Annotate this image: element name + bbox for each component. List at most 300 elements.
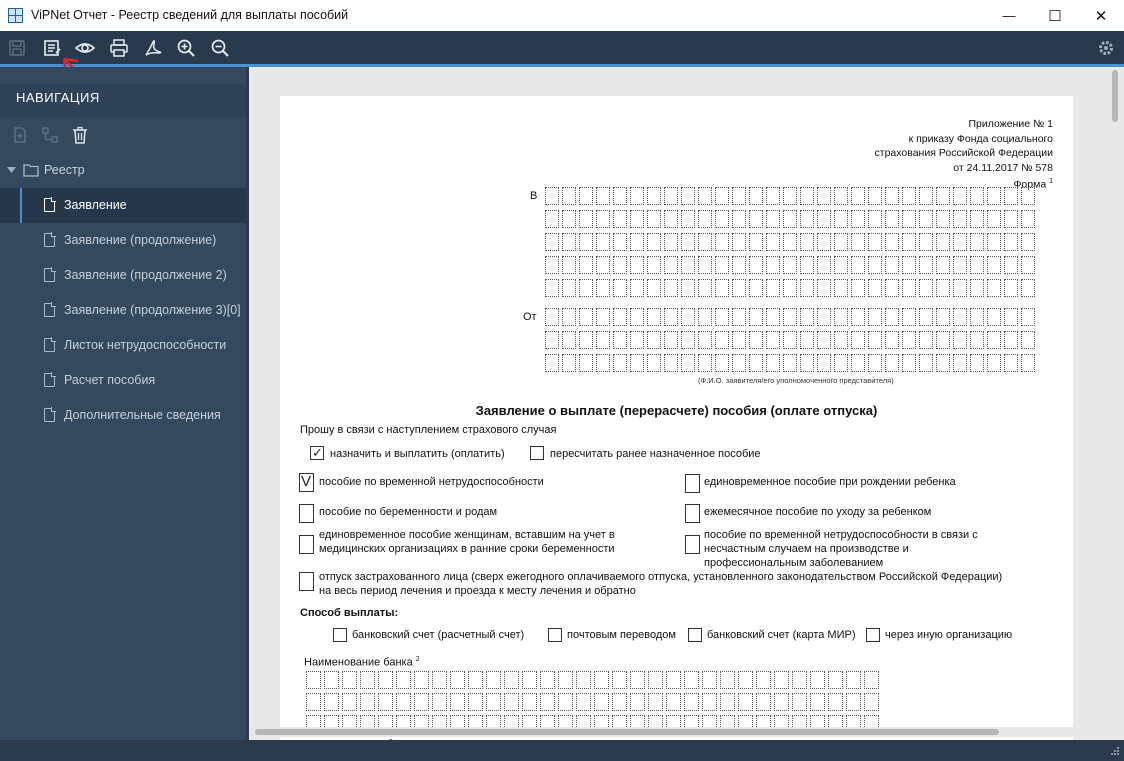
input-cell[interactable] — [732, 279, 746, 297]
input-cell[interactable] — [749, 279, 763, 297]
input-cell[interactable] — [732, 331, 746, 349]
input-cell[interactable] — [702, 671, 717, 689]
input-cell[interactable] — [1021, 279, 1035, 297]
input-cell[interactable] — [1021, 233, 1035, 251]
input-cell[interactable] — [732, 256, 746, 274]
input-cell[interactable] — [698, 308, 712, 326]
input-cell[interactable] — [749, 233, 763, 251]
input-cell[interactable] — [1004, 354, 1018, 372]
input-cell[interactable] — [783, 308, 797, 326]
input-cell[interactable] — [817, 233, 831, 251]
input-cell[interactable] — [902, 187, 916, 205]
input-cell[interactable] — [681, 308, 695, 326]
input-cell[interactable] — [647, 308, 661, 326]
input-cell[interactable] — [562, 187, 576, 205]
input-cell[interactable] — [834, 354, 848, 372]
sidebar-item-benefit-calc[interactable] — [0, 363, 246, 398]
input-cell[interactable] — [774, 671, 789, 689]
input-cell[interactable] — [766, 233, 780, 251]
input-cell[interactable] — [936, 279, 950, 297]
input-cell[interactable] — [953, 256, 967, 274]
input-cell[interactable] — [846, 671, 861, 689]
input-cell[interactable] — [414, 671, 429, 689]
input-cell[interactable] — [868, 210, 882, 228]
birth-lump-sum-checkbox[interactable] — [685, 474, 700, 493]
input-cell[interactable] — [698, 331, 712, 349]
settings-button[interactable] — [1094, 36, 1118, 60]
input-cell[interactable] — [630, 671, 645, 689]
input-cell[interactable] — [800, 331, 814, 349]
input-cell[interactable] — [846, 693, 861, 711]
vacation-checkbox[interactable] — [299, 572, 314, 591]
input-cell[interactable] — [647, 279, 661, 297]
input-cell[interactable] — [698, 233, 712, 251]
input-cell[interactable] — [885, 210, 899, 228]
input-cell[interactable] — [885, 354, 899, 372]
input-cell[interactable] — [306, 693, 321, 711]
input-cell[interactable] — [749, 256, 763, 274]
input-cell[interactable] — [732, 210, 746, 228]
input-cell[interactable] — [715, 210, 729, 228]
pay-postal-checkbox[interactable] — [548, 628, 562, 642]
input-cell[interactable] — [834, 210, 848, 228]
input-cell[interactable] — [522, 693, 537, 711]
input-cell[interactable] — [579, 331, 593, 349]
input-cell[interactable] — [596, 279, 610, 297]
input-cell[interactable] — [902, 354, 916, 372]
input-cell[interactable] — [1004, 256, 1018, 274]
input-cell[interactable] — [800, 233, 814, 251]
childcare-monthly-checkbox[interactable] — [685, 504, 700, 523]
input-cell[interactable] — [630, 233, 644, 251]
input-cell[interactable] — [702, 693, 717, 711]
input-cell[interactable] — [749, 331, 763, 349]
input-cell[interactable] — [902, 233, 916, 251]
input-cell[interactable] — [766, 256, 780, 274]
sidebar-item-additional-info[interactable] — [0, 398, 246, 433]
input-cell[interactable] — [817, 331, 831, 349]
input-cell[interactable] — [919, 331, 933, 349]
input-cell[interactable] — [817, 354, 831, 372]
input-cell[interactable] — [800, 354, 814, 372]
from-field-row-3[interactable] — [545, 354, 1035, 372]
input-cell[interactable] — [1021, 331, 1035, 349]
assign-pay-checkbox[interactable] — [310, 446, 324, 460]
vertical-scroll-thumb[interactable] — [1112, 70, 1118, 122]
input-cell[interactable] — [681, 210, 695, 228]
input-cell[interactable] — [953, 187, 967, 205]
input-cell[interactable] — [378, 671, 393, 689]
input-cell[interactable] — [324, 693, 339, 711]
input-cell[interactable] — [545, 308, 559, 326]
input-cell[interactable] — [630, 693, 645, 711]
input-cell[interactable] — [1004, 187, 1018, 205]
input-cell[interactable] — [647, 256, 661, 274]
input-cell[interactable] — [851, 187, 865, 205]
input-cell[interactable] — [800, 256, 814, 274]
input-cell[interactable] — [766, 187, 780, 205]
temp-disability-checkbox[interactable] — [299, 473, 314, 492]
input-cell[interactable] — [647, 331, 661, 349]
input-cell[interactable] — [545, 279, 559, 297]
input-cell[interactable] — [766, 210, 780, 228]
input-cell[interactable] — [919, 256, 933, 274]
input-cell[interactable] — [792, 693, 807, 711]
input-cell[interactable] — [647, 233, 661, 251]
horizontal-scrollbar[interactable] — [249, 727, 1109, 737]
input-cell[interactable] — [936, 308, 950, 326]
input-cell[interactable] — [698, 210, 712, 228]
input-cell[interactable] — [936, 233, 950, 251]
input-cell[interactable] — [800, 187, 814, 205]
input-cell[interactable] — [756, 693, 771, 711]
input-cell[interactable] — [766, 279, 780, 297]
input-cell[interactable] — [681, 279, 695, 297]
input-cell[interactable] — [684, 671, 699, 689]
input-cell[interactable] — [851, 233, 865, 251]
input-cell[interactable] — [800, 210, 814, 228]
input-cell[interactable] — [953, 210, 967, 228]
input-cell[interactable] — [817, 279, 831, 297]
input-cell[interactable] — [970, 354, 984, 372]
input-cell[interactable] — [613, 308, 627, 326]
input-cell[interactable] — [681, 233, 695, 251]
input-cell[interactable] — [684, 693, 699, 711]
input-cell[interactable] — [885, 331, 899, 349]
export-pdf-button[interactable] — [141, 36, 165, 60]
input-cell[interactable] — [766, 331, 780, 349]
input-cell[interactable] — [919, 354, 933, 372]
sidebar-item-application-cont-3[interactable] — [0, 293, 246, 328]
input-cell[interactable] — [1004, 233, 1018, 251]
input-cell[interactable] — [800, 308, 814, 326]
input-cell[interactable] — [868, 187, 882, 205]
input-cell[interactable] — [1021, 210, 1035, 228]
input-cell[interactable] — [579, 308, 593, 326]
input-cell[interactable] — [360, 671, 375, 689]
input-cell[interactable] — [715, 187, 729, 205]
input-cell[interactable] — [834, 233, 848, 251]
input-cell[interactable] — [545, 256, 559, 274]
input-cell[interactable] — [783, 210, 797, 228]
sidebar-item-application-cont[interactable] — [0, 223, 246, 258]
input-cell[interactable] — [666, 671, 681, 689]
input-cell[interactable] — [715, 354, 729, 372]
input-cell[interactable] — [576, 693, 591, 711]
input-cell[interactable] — [613, 354, 627, 372]
input-cell[interactable] — [562, 354, 576, 372]
input-cell[interactable] — [783, 256, 797, 274]
input-cell[interactable] — [817, 187, 831, 205]
input-cell[interactable] — [817, 210, 831, 228]
input-cell[interactable] — [613, 187, 627, 205]
input-cell[interactable] — [783, 331, 797, 349]
input-cell[interactable] — [698, 256, 712, 274]
input-cell[interactable] — [579, 210, 593, 228]
input-cell[interactable] — [902, 279, 916, 297]
input-cell[interactable] — [749, 354, 763, 372]
horizontal-scroll-thumb[interactable] — [255, 729, 999, 735]
input-cell[interactable] — [698, 187, 712, 205]
input-cell[interactable] — [851, 279, 865, 297]
input-cell[interactable] — [919, 210, 933, 228]
to-field-row-3[interactable] — [545, 233, 1035, 251]
input-cell[interactable] — [783, 354, 797, 372]
input-cell[interactable] — [783, 279, 797, 297]
input-cell[interactable] — [902, 331, 916, 349]
input-cell[interactable] — [558, 671, 573, 689]
input-cell[interactable] — [715, 256, 729, 274]
to-field-row-5[interactable] — [545, 279, 1035, 297]
input-cell[interactable] — [715, 308, 729, 326]
input-cell[interactable] — [936, 187, 950, 205]
input-cell[interactable] — [596, 233, 610, 251]
delete-button[interactable] — [69, 124, 91, 146]
input-cell[interactable] — [681, 256, 695, 274]
sidebar-item-application[interactable] — [0, 188, 246, 223]
input-cell[interactable] — [450, 693, 465, 711]
input-cell[interactable] — [630, 256, 644, 274]
input-cell[interactable] — [468, 671, 483, 689]
pay-bank-account-checkbox[interactable] — [333, 628, 347, 642]
input-cell[interactable] — [732, 187, 746, 205]
input-cell[interactable] — [664, 256, 678, 274]
input-cell[interactable] — [987, 187, 1001, 205]
input-cell[interactable] — [766, 354, 780, 372]
input-cell[interactable] — [783, 233, 797, 251]
to-field-row-2[interactable] — [545, 210, 1035, 228]
input-cell[interactable] — [953, 233, 967, 251]
input-cell[interactable] — [647, 187, 661, 205]
input-cell[interactable] — [666, 693, 681, 711]
input-cell[interactable] — [834, 279, 848, 297]
input-cell[interactable] — [596, 308, 610, 326]
input-cell[interactable] — [342, 671, 357, 689]
input-cell[interactable] — [306, 671, 321, 689]
input-cell[interactable] — [596, 187, 610, 205]
input-cell[interactable] — [902, 308, 916, 326]
input-cell[interactable] — [817, 308, 831, 326]
input-cell[interactable] — [936, 354, 950, 372]
input-cell[interactable] — [868, 256, 882, 274]
input-cell[interactable] — [1004, 308, 1018, 326]
input-cell[interactable] — [851, 308, 865, 326]
input-cell[interactable] — [810, 693, 825, 711]
input-cell[interactable] — [664, 331, 678, 349]
input-cell[interactable] — [953, 279, 967, 297]
input-cell[interactable] — [1004, 210, 1018, 228]
input-cell[interactable] — [987, 233, 1001, 251]
input-cell[interactable] — [579, 354, 593, 372]
input-cell[interactable] — [664, 308, 678, 326]
save-button[interactable] — [5, 36, 29, 60]
input-cell[interactable] — [579, 187, 593, 205]
input-cell[interactable] — [579, 279, 593, 297]
input-cell[interactable] — [756, 671, 771, 689]
input-cell[interactable] — [545, 331, 559, 349]
from-field-row-2[interactable] — [545, 331, 1035, 349]
input-cell[interactable] — [613, 279, 627, 297]
input-cell[interactable] — [545, 210, 559, 228]
input-cell[interactable] — [612, 671, 627, 689]
early-registration-checkbox[interactable] — [299, 535, 314, 554]
input-cell[interactable] — [953, 354, 967, 372]
input-cell[interactable] — [715, 331, 729, 349]
input-cell[interactable] — [868, 354, 882, 372]
structure-button[interactable] — [39, 124, 61, 146]
input-cell[interactable] — [738, 671, 753, 689]
accident-checkbox[interactable] — [685, 535, 700, 554]
input-cell[interactable] — [987, 256, 1001, 274]
sidebar-item-sick-leave[interactable] — [0, 328, 246, 363]
input-cell[interactable] — [612, 693, 627, 711]
input-cell[interactable] — [562, 279, 576, 297]
input-cell[interactable] — [630, 187, 644, 205]
input-cell[interactable] — [851, 331, 865, 349]
input-cell[interactable] — [596, 210, 610, 228]
pay-mir-card-checkbox[interactable] — [688, 628, 702, 642]
input-cell[interactable] — [868, 279, 882, 297]
input-cell[interactable] — [766, 308, 780, 326]
input-cell[interactable] — [558, 693, 573, 711]
input-cell[interactable] — [647, 354, 661, 372]
input-cell[interactable] — [834, 256, 848, 274]
input-cell[interactable] — [1021, 308, 1035, 326]
input-cell[interactable] — [594, 671, 609, 689]
zoom-in-button[interactable] — [174, 36, 198, 60]
input-cell[interactable] — [868, 233, 882, 251]
pay-other-org-checkbox[interactable] — [866, 628, 880, 642]
minimize-button[interactable] — [986, 0, 1032, 31]
input-cell[interactable] — [868, 331, 882, 349]
input-cell[interactable] — [378, 693, 393, 711]
input-cell[interactable] — [851, 210, 865, 228]
input-cell[interactable] — [919, 308, 933, 326]
input-cell[interactable] — [648, 693, 663, 711]
input-cell[interactable] — [792, 671, 807, 689]
input-cell[interactable] — [1021, 354, 1035, 372]
input-cell[interactable] — [698, 354, 712, 372]
input-cell[interactable] — [613, 233, 627, 251]
input-cell[interactable] — [647, 210, 661, 228]
input-cell[interactable] — [817, 256, 831, 274]
input-cell[interactable] — [885, 256, 899, 274]
zoom-out-button[interactable] — [208, 36, 232, 60]
input-cell[interactable] — [396, 671, 411, 689]
input-cell[interactable] — [732, 308, 746, 326]
input-cell[interactable] — [828, 693, 843, 711]
input-cell[interactable] — [885, 279, 899, 297]
input-cell[interactable] — [834, 187, 848, 205]
input-cell[interactable] — [613, 331, 627, 349]
bank-name-row-1[interactable] — [306, 671, 879, 689]
from-field-row-1[interactable] — [545, 308, 1035, 326]
to-field-row-1[interactable] — [545, 187, 1035, 205]
input-cell[interactable] — [562, 256, 576, 274]
input-cell[interactable] — [902, 256, 916, 274]
input-cell[interactable] — [664, 233, 678, 251]
input-cell[interactable] — [579, 233, 593, 251]
input-cell[interactable] — [432, 693, 447, 711]
input-cell[interactable] — [919, 233, 933, 251]
input-cell[interactable] — [681, 187, 695, 205]
input-cell[interactable] — [902, 210, 916, 228]
input-cell[interactable] — [630, 210, 644, 228]
input-cell[interactable] — [1004, 331, 1018, 349]
pregnancy-checkbox[interactable] — [299, 504, 314, 523]
input-cell[interactable] — [596, 331, 610, 349]
input-cell[interactable] — [936, 210, 950, 228]
input-cell[interactable] — [970, 187, 984, 205]
input-cell[interactable] — [630, 308, 644, 326]
print-button[interactable] — [107, 36, 131, 60]
input-cell[interactable] — [664, 210, 678, 228]
input-cell[interactable] — [596, 354, 610, 372]
input-cell[interactable] — [681, 354, 695, 372]
input-cell[interactable] — [970, 256, 984, 274]
input-cell[interactable] — [562, 331, 576, 349]
input-cell[interactable] — [800, 279, 814, 297]
input-cell[interactable] — [953, 331, 967, 349]
input-cell[interactable] — [1021, 187, 1035, 205]
input-cell[interactable] — [486, 671, 501, 689]
input-cell[interactable] — [810, 671, 825, 689]
input-cell[interactable] — [504, 671, 519, 689]
input-cell[interactable] — [970, 331, 984, 349]
input-cell[interactable] — [664, 279, 678, 297]
input-cell[interactable] — [919, 279, 933, 297]
input-cell[interactable] — [562, 233, 576, 251]
input-cell[interactable] — [828, 671, 843, 689]
input-cell[interactable] — [851, 354, 865, 372]
input-cell[interactable] — [432, 671, 447, 689]
input-cell[interactable] — [738, 693, 753, 711]
input-cell[interactable] — [970, 308, 984, 326]
input-cell[interactable] — [1021, 256, 1035, 274]
input-cell[interactable] — [1004, 279, 1018, 297]
input-cell[interactable] — [396, 693, 411, 711]
input-cell[interactable] — [486, 693, 501, 711]
input-cell[interactable] — [987, 308, 1001, 326]
input-cell[interactable] — [987, 331, 1001, 349]
input-cell[interactable] — [540, 693, 555, 711]
input-cell[interactable] — [936, 331, 950, 349]
input-cell[interactable] — [885, 308, 899, 326]
input-cell[interactable] — [732, 233, 746, 251]
input-cell[interactable] — [360, 693, 375, 711]
input-cell[interactable] — [562, 308, 576, 326]
bank-name-row-2[interactable] — [306, 693, 879, 711]
input-cell[interactable] — [720, 671, 735, 689]
input-cell[interactable] — [919, 187, 933, 205]
input-cell[interactable] — [681, 331, 695, 349]
input-cell[interactable] — [987, 279, 1001, 297]
input-cell[interactable] — [648, 671, 663, 689]
add-document-button[interactable] — [9, 124, 31, 146]
input-cell[interactable] — [868, 308, 882, 326]
input-cell[interactable] — [885, 187, 899, 205]
input-cell[interactable] — [749, 210, 763, 228]
input-cell[interactable] — [579, 256, 593, 274]
tree-root-registry[interactable] — [0, 156, 246, 186]
input-cell[interactable] — [783, 187, 797, 205]
input-cell[interactable] — [414, 693, 429, 711]
input-cell[interactable] — [630, 331, 644, 349]
input-cell[interactable] — [540, 671, 555, 689]
maximize-button[interactable] — [1032, 0, 1078, 31]
input-cell[interactable] — [698, 279, 712, 297]
input-cell[interactable] — [834, 308, 848, 326]
